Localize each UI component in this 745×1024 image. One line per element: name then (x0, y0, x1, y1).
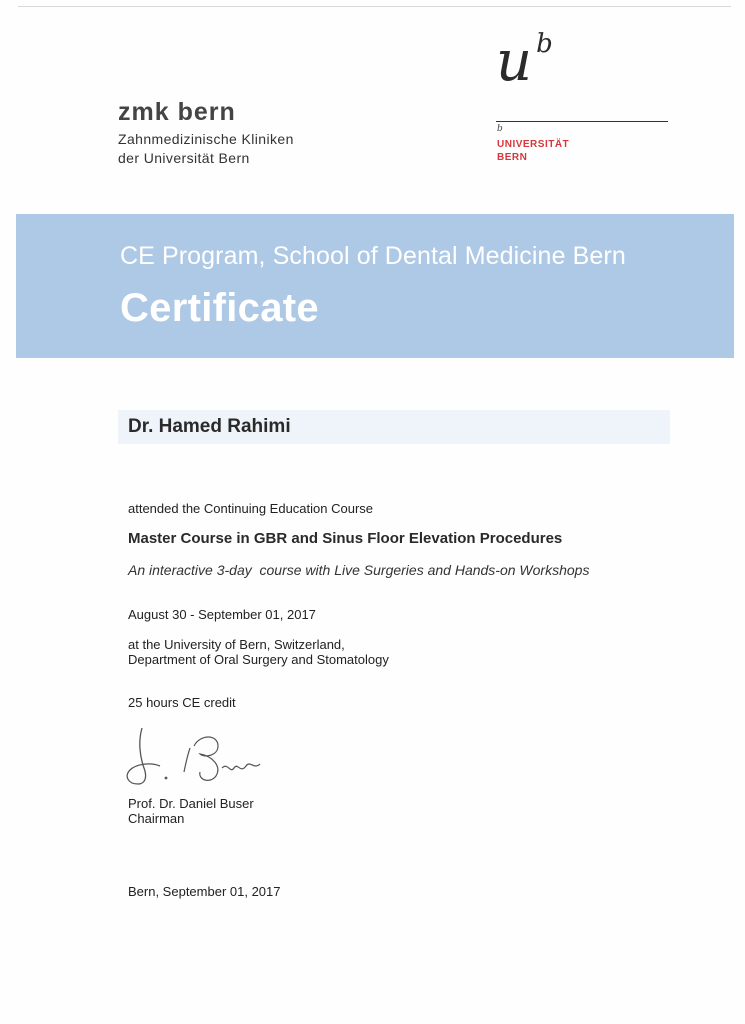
ce-credit: 25 hours CE credit (128, 695, 236, 710)
top-border-line (18, 6, 731, 7)
logo-text-universitat: UNIVERSITÄT (497, 139, 570, 150)
logo-small-b: b (497, 124, 503, 134)
signatory-name: Prof. Dr. Daniel Buser (128, 796, 254, 811)
logo-text-bern: BERN (497, 152, 528, 163)
institution-subline-2: der Universität Bern (118, 150, 250, 166)
signature-image (120, 722, 280, 792)
place-and-date: Bern, September 01, 2017 (128, 884, 281, 899)
location-line-2: Department of Oral Surgery and Stomatology (128, 652, 389, 667)
logo-letter-u: u (496, 29, 533, 94)
program-name: CE Program, School of Dental Medicine Bern (120, 242, 626, 270)
recipient-name: Dr. Hamed Rahimi (128, 416, 291, 437)
course-title: Master Course in GBR and Sinus Floor Elevation Procedures (128, 530, 563, 547)
signatory-role: Chairman (128, 811, 185, 826)
location-line-1: at the University of Bern, Switzerland, (128, 637, 345, 652)
institution-name: zmk bern (118, 98, 236, 126)
logo-superscript-b: b (536, 29, 553, 59)
certificate-title: Certificate (120, 286, 319, 330)
attended-text: attended the Continuing Education Course (128, 501, 374, 516)
course-subtitle: An interactive 3-day course with Live Surgeries and Hands-on Workshops (128, 562, 590, 578)
course-dates: August 30 - September 01, 2017 (128, 607, 316, 622)
institution-subline-1: Zahnmedizinische Kliniken (118, 131, 294, 147)
university-logo-mark (496, 29, 553, 94)
logo-divider-line (496, 121, 668, 122)
title-banner (16, 214, 734, 358)
